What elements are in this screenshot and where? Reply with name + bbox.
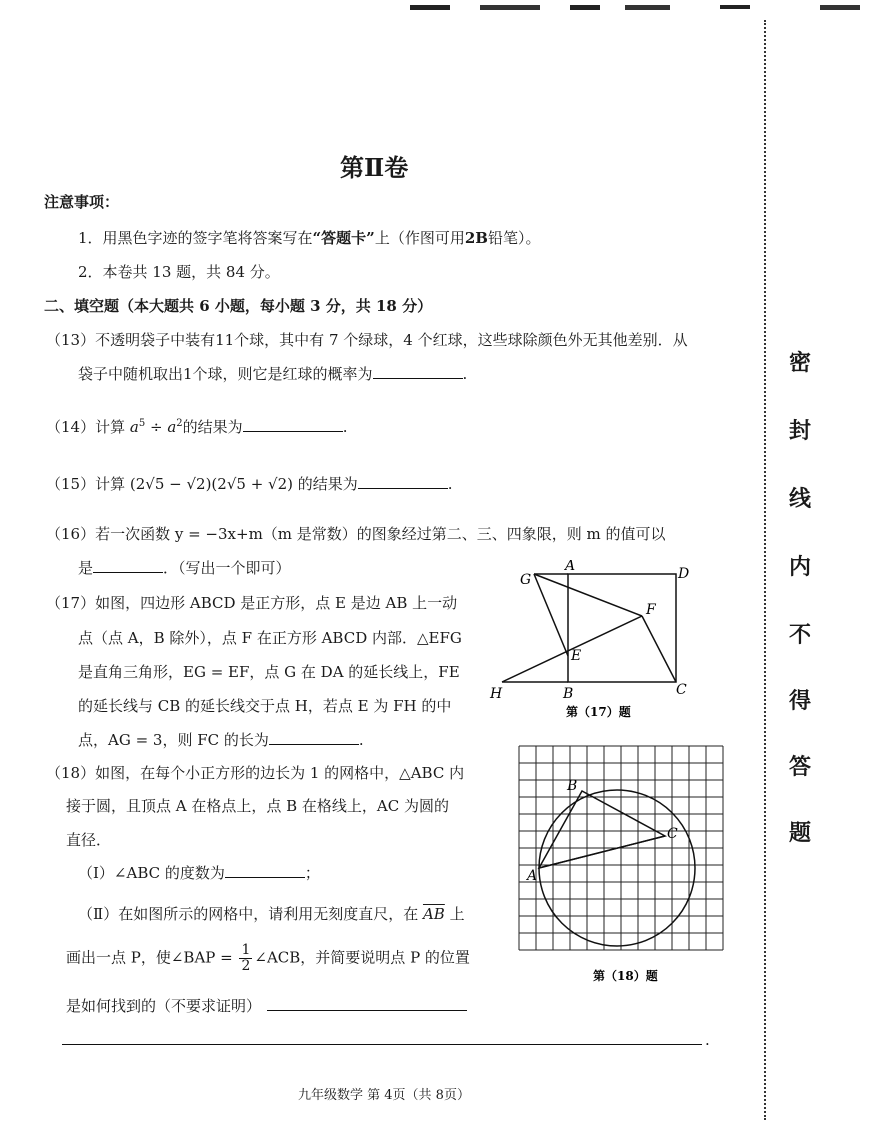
q18-figure [515, 742, 730, 987]
answer-blank[interactable] [269, 730, 359, 745]
q17-line: 点（点 A，B 除外），点 F 在正方形 ABCD 内部．△EFG [78, 629, 462, 647]
diameter-ac [539, 836, 665, 868]
arc-ab: $\overline{AB}$ [422, 905, 445, 923]
notice-heading: 注意事项： [44, 193, 120, 211]
fraction-half: $\frac{1}{2}$ [241, 942, 251, 974]
q17-line: （17）如图，四边形 ABCD 是正方形，点 E 是边 AB 上一动 [46, 594, 458, 612]
scan-smudge [400, 0, 880, 10]
label-b: B [563, 686, 574, 702]
answer-line[interactable] [62, 1044, 702, 1045]
label-a: A [527, 868, 538, 884]
page-footer: 九年级数学 第 4页（共 8页） [298, 1088, 470, 1103]
q18-line: 接于圆，且顶点 A 在格点上，点 B 在格线上，AC 为圆的 [66, 797, 450, 815]
label-a: A [565, 560, 576, 574]
section-heading: 二、填空题（本大题共 6 小题，每小题 3 分，共 18 分） [44, 297, 433, 315]
q15: （15）计算 (2√5 − √2)(2√5 + √2) 的结果为 . [46, 475, 453, 493]
label-b: B [567, 778, 578, 794]
label-c: C [676, 682, 687, 698]
notice-item-2: 2．本卷共 13 题，共 84 分。 [78, 263, 280, 281]
seal-line [764, 20, 766, 1120]
q17-line: 点，AG = 3，则 FC 的长为 . [78, 731, 364, 749]
label-f: F [646, 602, 656, 618]
page-title: 第Ⅱ卷 [340, 153, 409, 182]
q13-line2: 袋子中随机取出1个球，则它是红球的概率为 . [78, 365, 468, 383]
q18-line: 直径． [66, 831, 112, 849]
q17-figure [488, 560, 708, 725]
square-abcd [568, 574, 676, 682]
q18-line-last: 是如何找到的（不要求证明） [66, 996, 467, 1016]
seal-char: 得 [789, 689, 812, 714]
answer-blank[interactable] [93, 558, 163, 573]
q17-caption: 第（17）题 [566, 705, 631, 719]
seal-char: 内 [789, 555, 812, 580]
q18-line: （18）如图，在每个小正方形的边长为 1 的网格中，△ABC 内 [46, 764, 465, 782]
answer-blank[interactable] [243, 417, 343, 432]
q16-line2: 是 ．（写出一个即可） [78, 559, 291, 577]
q18-line-p: 画出一点 P，使∠BAP = $\frac{1}{2}$ ∠ACB，并简要说明点 P 的位置 [66, 942, 470, 974]
q18-caption: 第（18）题 [593, 969, 658, 983]
q14: （14）计算 $a^5 \div a^2$的结果为 . [46, 418, 348, 436]
seal-char: 答 [789, 755, 812, 780]
label-c: C [667, 826, 678, 842]
seal-char: 密 [789, 351, 812, 376]
q18-part2: （Ⅱ）在如图所示的网格中，请利用无刻度直尺，在 $\overline{AB}$ 上 [78, 905, 465, 923]
answer-blank[interactable] [267, 996, 467, 1011]
label-d: D [678, 566, 690, 582]
notice-item-1: 1．用黑色字迹的签字笔将答案写在“答题卡”上（作图可用2B铅笔）。 [78, 229, 541, 247]
segment-fc [642, 616, 676, 682]
label-h: H [490, 686, 503, 702]
q18-part1: （Ⅰ）∠ABC 的度数为 ； [78, 864, 320, 882]
seal-char: 不 [789, 623, 812, 648]
q16-line1: （16）若一次函数 y = −3x+m（m 是常数）的图象经过第二、三、四象限，则 m 的值可以 [46, 525, 666, 543]
seal-char: 封 [789, 419, 812, 444]
segment-ge [534, 574, 568, 656]
answer-blank[interactable] [373, 364, 463, 379]
answer-blank[interactable] [358, 474, 448, 489]
q13-line1: （13）不透明袋子中装有11个球，其中有 7 个绿球，4 个红球，这些球除颜色外无其他差别．从 [46, 331, 688, 349]
answer-blank[interactable] [225, 863, 305, 878]
triangle-abc [539, 791, 665, 868]
seal-char: 线 [789, 487, 812, 512]
label-g: G [520, 572, 532, 588]
segment-gf [534, 574, 642, 616]
final-period: . [705, 1031, 710, 1049]
label-e: E [571, 648, 582, 664]
seal-char: 题 [789, 821, 812, 846]
q17-line: 是直角三角形，EG = EF，点 G 在 DA 的延长线上，FE [78, 663, 460, 681]
q17-line: 的延长线与 CB 的延长线交于点 H，若点 E 为 FH 的中 [78, 697, 452, 715]
